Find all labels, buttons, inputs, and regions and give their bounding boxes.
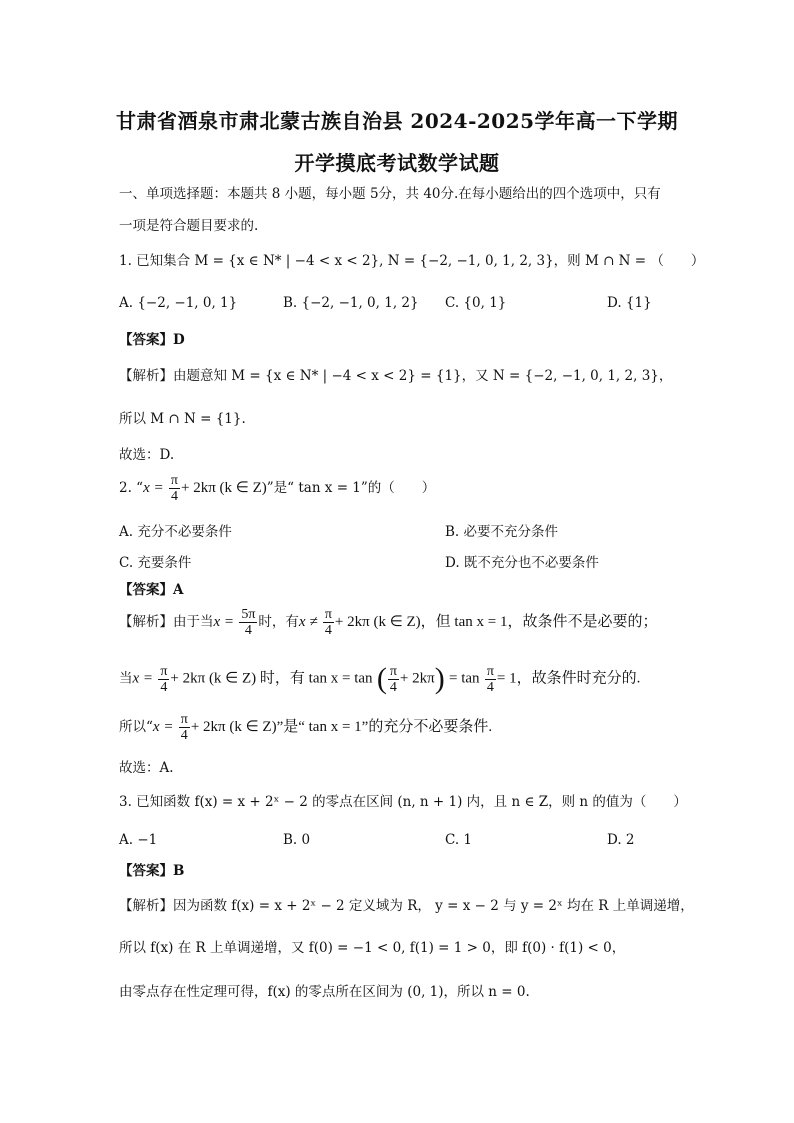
fraction-numerator: π: [160, 663, 168, 679]
question-2-answer: 【答案】A: [119, 582, 184, 598]
question-2-option-c: C. 充要条件: [119, 555, 192, 571]
question-1-option-b: B. {−2, −1, 0, 1, 2}: [283, 295, 419, 311]
question-2-option-b: B. 必要不充分条件: [445, 524, 559, 540]
question-2-solution-line1: [119, 607, 657, 638]
fraction-denominator: 4: [180, 728, 188, 743]
question-2-stem-fraction: [169, 473, 180, 504]
page-title-line1: 甘肃省酒泉市肃北蒙古族自治县 2024-2025学年高一下学期: [115, 109, 679, 133]
fraction-denominator: 4: [486, 679, 494, 695]
solution-text: 所以“: [119, 719, 153, 735]
question-1-option-c: C. {0, 1}: [445, 295, 507, 311]
question-1-stem: 1. 已知集合 M = {x ∈ N* | −4 < x < 2}, N = {−2, −1, 0, 1, 2, 3}，则 M ∩ N = （ ）: [119, 253, 705, 269]
solution-text: + 2kπ (k ∈ Z)，但 tan x = 1，故条件不是必要的；: [334, 614, 658, 630]
fraction-numerator: π: [324, 607, 332, 622]
question-2-option-d: D. 既不充分也不必要条件: [445, 555, 599, 571]
question-3-option-a: A. −1: [119, 832, 158, 848]
question-2-stem-prefix: 2. “: [119, 480, 144, 496]
fraction-pi-over-4: [158, 664, 169, 695]
question-3-answer: 【答案】B: [119, 863, 185, 879]
question-1-option-a: A. {−2, −1, 0, 1}: [119, 295, 238, 311]
solution-text: + 2kπ (k ∈ Z) 时，有 tan x = tan: [170, 670, 373, 687]
question-2-stem-suffix: ”是“ tan x = 1”的（ ）: [266, 480, 436, 496]
section-intro-line1: 一、单项选择题：本题共 8 小题，每小题 5分，共 40分.在每小题给出的四个选项中，只有: [119, 186, 661, 202]
solution-text: + 2kπ: [399, 670, 435, 687]
left-paren: (: [376, 662, 387, 695]
question-2-solution-line3: [119, 712, 492, 743]
question-3-option-d: D. 2: [607, 832, 635, 848]
question-2-stem: [119, 473, 435, 504]
page-title-line2: 开学摸底考试数学试题: [294, 151, 500, 175]
fraction-denominator: 4: [389, 679, 397, 695]
question-2-stem-x: x =: [143, 480, 164, 496]
fraction-5pi-over-4: [239, 607, 257, 638]
question-2-option-a: A. 充分不必要条件: [119, 524, 232, 540]
solution-text: = 1，故条件时充分的.: [496, 670, 641, 687]
solution-text: 当: [119, 670, 133, 687]
question-2-stem-mid: + 2kπ (k ∈ Z): [180, 480, 267, 496]
fraction-numerator: 5π: [241, 607, 256, 622]
question-2-solution-line2: [119, 661, 640, 697]
fraction-pi-over-4: [485, 664, 496, 695]
fraction-pi-over-4: [388, 664, 399, 695]
question-3-solution-line2: 所以 f(x) 在 R 上单调递增，又 f(0) = −1 < 0, f(1) = 1 > 0，即 f(0) · f(1) < 0，: [119, 940, 626, 956]
fraction-numerator: π: [170, 473, 178, 488]
fraction-numerator: π: [486, 663, 494, 679]
question-3-option-c: C. 1: [445, 832, 473, 848]
fraction-numerator: π: [389, 663, 397, 679]
right-paren: ): [434, 662, 445, 695]
question-1-solution-line2: 所以 M ∩ N = {1}.: [119, 411, 246, 427]
fraction-pi-over-4: [179, 712, 190, 743]
question-1-solution-line3: 故选：D.: [119, 447, 175, 463]
solution-text: + 2kπ (k ∈ Z)”是“ tan x = 1”的充分不必要条件.: [190, 719, 493, 735]
math-x-neq: x ≠: [298, 614, 318, 630]
math-x: x =: [132, 670, 154, 687]
question-3-option-b: B. 0: [283, 832, 311, 848]
question-3-stem: 3. 已知函数 f(x) = x + 2ˣ − 2 的零点在区间 (n, n + 1) 内，且 n ∈ Z，则 n 的值为（ ）: [119, 794, 687, 810]
section-intro-line2: 一项是符合题目要求的.: [119, 218, 259, 234]
solution-text: = tan: [449, 670, 480, 687]
question-3-solution-line1: 【解析】因为函数 f(x) = x + 2ˣ − 2 定义域为 R， y = x − 2 与 y = 2ˣ 均在 R 上单调递增，: [119, 898, 694, 914]
question-1-solution-line1: 【解析】由题意知 M = {x ∈ N* | −4 < x < 2} = {1}，又 N = {−2, −1, 0, 1, 2, 3}，: [119, 368, 673, 384]
fraction-pi-over-4: [323, 607, 334, 638]
question-1-option-d: D. {1}: [607, 295, 652, 311]
solution-text: 【解析】由于当: [119, 614, 214, 630]
question-1-answer: 【答案】D: [119, 332, 185, 348]
solution-text: 时，有: [258, 614, 299, 630]
question-3-solution-line3: 由零点存在性定理可得，f(x) 的零点所在区间为 (0, 1)，所以 n = 0.: [119, 984, 530, 1000]
question-2-solution-line4: 故选：A.: [119, 760, 174, 776]
fraction-denominator: 4: [170, 489, 178, 504]
math-x: x =: [152, 719, 174, 735]
fraction-denominator: 4: [160, 679, 168, 695]
math-x: x =: [213, 614, 235, 630]
fraction-denominator: 4: [324, 623, 332, 638]
fraction-numerator: π: [180, 712, 188, 727]
fraction-denominator: 4: [244, 623, 252, 638]
